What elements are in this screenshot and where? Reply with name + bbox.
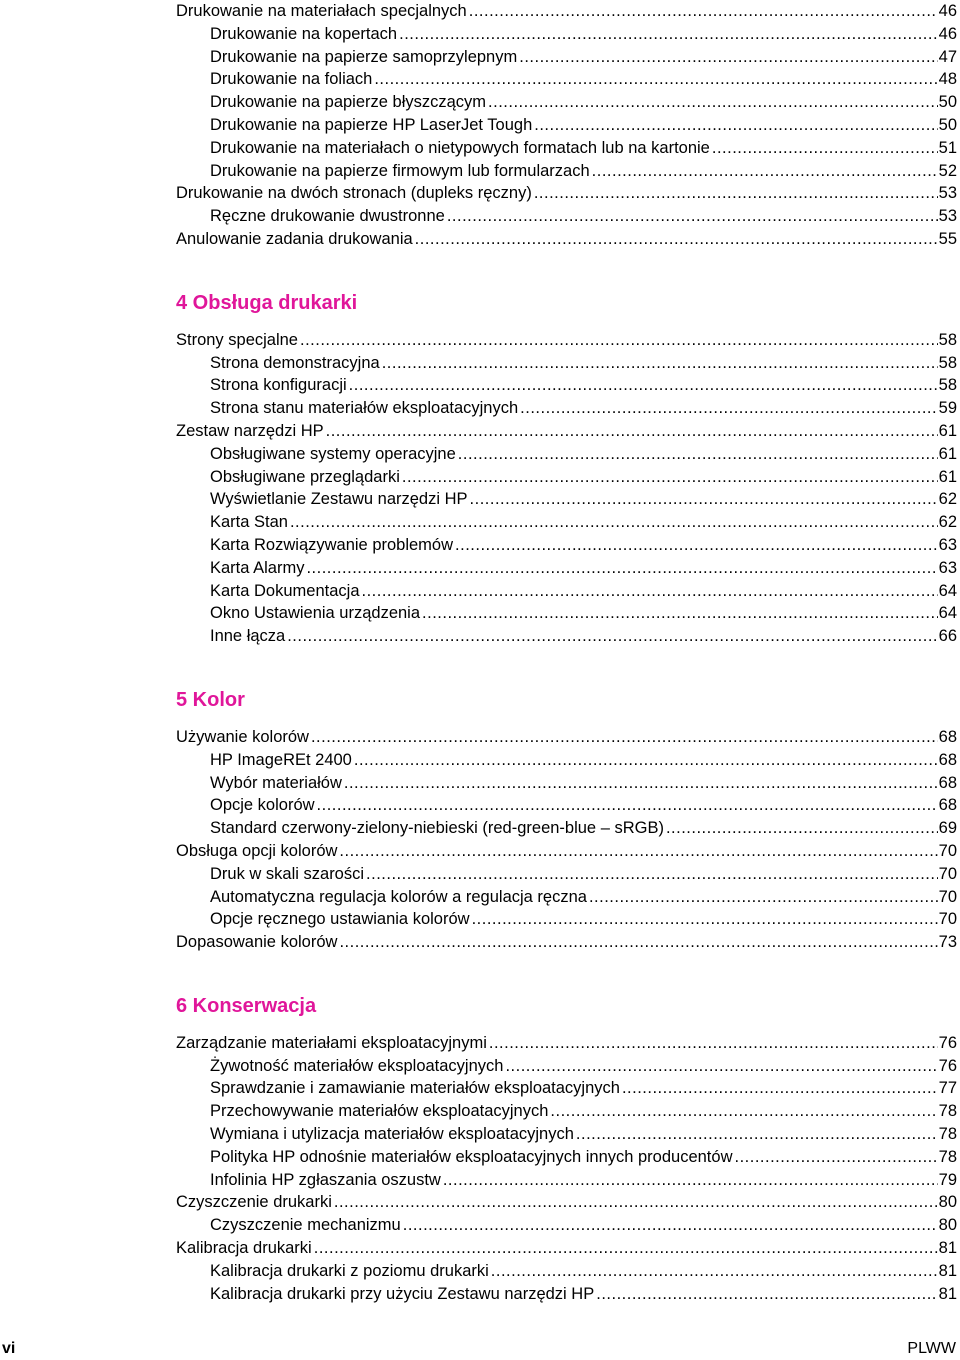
toc-entry[interactable] — [176, 329, 957, 352]
toc-entry-title: Wymiana i utylizacja materiałów eksploatacyjnych — [210, 1125, 574, 1144]
dot-leader — [666, 817, 938, 840]
toc-entry-title: Czyszczenie drukarki — [176, 1193, 332, 1212]
dot-leader — [534, 114, 937, 137]
toc-page-number: 78 — [938, 1147, 957, 1166]
dot-leader — [334, 1191, 938, 1214]
dot-leader — [734, 1146, 937, 1169]
toc-subentry[interactable] — [176, 817, 957, 840]
dot-leader — [287, 625, 937, 648]
toc-entry-title: Karta Stan — [210, 513, 288, 532]
toc-page-number: 50 — [938, 93, 957, 112]
toc-section — [176, 686, 957, 954]
toc-section — [176, 289, 957, 648]
dot-leader — [314, 1237, 938, 1260]
toc-page-number: 50 — [938, 115, 957, 134]
dot-leader — [366, 863, 938, 886]
dot-leader — [415, 228, 938, 251]
toc-page-number: 76 — [938, 1033, 957, 1052]
toc-entry-title: Drukowanie na papierze firmowym lub formularzach — [210, 161, 590, 180]
toc-entry-title: Drukowanie na materiałach o nietypowych formatach lub na kartonie — [210, 138, 710, 157]
toc-entry-title: Druk w skali szarości — [210, 864, 365, 883]
dot-leader — [622, 1077, 938, 1100]
toc-page-number: 77 — [938, 1079, 957, 1098]
toc-page-number: 81 — [938, 1284, 957, 1303]
footer-doc-code: PLWW — [907, 1340, 956, 1357]
dot-leader — [589, 886, 938, 909]
toc-entry[interactable] — [176, 1191, 957, 1214]
toc-page-number: 81 — [938, 1239, 957, 1258]
toc-entry-title: Czyszczenie mechanizmu — [210, 1216, 401, 1235]
toc-entry-title: Inne łącza — [210, 627, 286, 646]
toc-page-number: 47 — [938, 47, 957, 66]
dot-leader — [519, 46, 937, 69]
toc-entry-title: Wyświetlanie Zestawu narzędzi HP — [210, 490, 468, 509]
toc-page-number: 70 — [938, 841, 957, 860]
dot-leader — [317, 794, 938, 817]
toc-entry-title: Przechowywanie materiałów eksploatacyjnych — [210, 1102, 549, 1121]
dot-leader — [592, 160, 938, 183]
toc-page-number: 68 — [938, 750, 957, 769]
dot-leader — [455, 534, 938, 557]
toc-page-number: 63 — [938, 558, 957, 577]
toc-entry[interactable] — [176, 1032, 957, 1055]
dot-leader — [339, 931, 937, 954]
toc-entry-title: Drukowanie na papierze samoprzylepnym — [210, 47, 518, 66]
toc-page-number: 68 — [938, 796, 957, 815]
dot-leader — [290, 511, 938, 534]
toc-entry-title: Obsługiwane systemy operacyjne — [210, 444, 456, 463]
toc-entry-title: Zestaw narzędzi HP — [176, 421, 324, 440]
toc-subentry[interactable] — [176, 749, 957, 772]
toc-page-number: 69 — [938, 819, 957, 838]
toc-section — [176, 992, 957, 1306]
dot-leader — [534, 182, 938, 205]
toc-entry[interactable] — [176, 0, 957, 23]
toc-entry-title: Żywotność materiałów eksploatacyjnych — [210, 1056, 504, 1075]
toc-subentry[interactable] — [176, 397, 957, 420]
dot-leader — [326, 420, 938, 443]
toc-entry-title: Obsługa opcji kolorów — [176, 841, 338, 860]
toc-subentry[interactable] — [176, 772, 957, 795]
toc-entry[interactable] — [176, 420, 957, 443]
toc-page-number: 61 — [938, 421, 957, 440]
dot-leader — [311, 726, 938, 749]
toc-subentry[interactable] — [176, 511, 957, 534]
toc-subentry[interactable] — [176, 1123, 957, 1146]
dot-leader — [447, 205, 938, 228]
toc-subentry[interactable] — [176, 23, 957, 46]
toc-entry-title: Strona konfiguracji — [210, 376, 347, 395]
toc-entry-title: Strona demonstracyjna — [210, 353, 380, 372]
toc-entry-title: Kalibracja drukarki — [176, 1239, 312, 1258]
dot-leader — [491, 1260, 938, 1283]
toc-entry[interactable] — [176, 228, 957, 251]
toc-page-number: 68 — [938, 773, 957, 792]
dot-leader — [458, 443, 938, 466]
toc-subentry[interactable] — [176, 466, 957, 489]
toc-subentry[interactable] — [176, 137, 957, 160]
toc-entry-title: Obsługiwane przeglądarki — [210, 467, 400, 486]
dot-leader — [488, 91, 938, 114]
toc-page-number: 61 — [938, 467, 957, 486]
toc-section — [176, 0, 957, 251]
toc-subentry[interactable] — [176, 1260, 957, 1283]
toc-entry-title: Zarządzanie materiałami eksploatacyjnymi — [176, 1033, 487, 1052]
toc-subentry[interactable] — [176, 1146, 957, 1169]
toc-entry[interactable] — [176, 931, 957, 954]
toc-page-number: 58 — [938, 353, 957, 372]
toc-page-number: 46 — [938, 2, 957, 20]
dot-leader — [300, 329, 938, 352]
toc-page-number: 53 — [938, 184, 957, 203]
chapter-heading[interactable]: 4 Obsługa drukarki — [176, 291, 358, 314]
toc-page-number: 70 — [938, 910, 957, 929]
dot-leader — [349, 374, 938, 397]
toc-entry-title: Drukowanie na materiałach specjalnych — [176, 2, 467, 20]
toc-subentry[interactable] — [176, 91, 957, 114]
chapter-heading[interactable]: 5 Kolor — [176, 688, 245, 711]
toc-entry-title: Drukowanie na papierze HP LaserJet Tough — [210, 115, 533, 134]
toc-subentry[interactable] — [176, 352, 957, 375]
dot-leader — [712, 137, 938, 160]
toc-entry-title: Automatyczna regulacja kolorów a regulacja ręczna — [210, 887, 587, 906]
toc-page-number: 80 — [938, 1216, 957, 1235]
dot-leader — [550, 1100, 937, 1123]
dot-leader — [470, 488, 938, 511]
toc-page-number: 63 — [938, 535, 957, 554]
toc-page-number: 70 — [938, 887, 957, 906]
toc-entry[interactable] — [176, 1237, 957, 1260]
dot-leader — [306, 557, 937, 580]
toc-page-number: 53 — [938, 207, 957, 226]
toc-subentry[interactable] — [176, 68, 957, 91]
toc-subentry[interactable] — [176, 374, 957, 397]
toc-page-number: 66 — [938, 627, 957, 646]
dot-leader — [472, 908, 938, 931]
dot-leader — [354, 749, 938, 772]
toc-subentry[interactable] — [176, 1055, 957, 1078]
toc-page-number: 58 — [938, 330, 957, 349]
toc-subentry[interactable] — [176, 1077, 957, 1100]
toc-entry-title: Sprawdzanie i zamawianie materiałów eksploatacyjnych — [210, 1079, 620, 1098]
dot-leader — [469, 0, 938, 23]
toc-subentry[interactable] — [176, 557, 957, 580]
toc-entry-title: Używanie kolorów — [176, 727, 309, 746]
toc-entry-title: Drukowanie na dwóch stronach (dupleks ręczny) — [176, 184, 532, 203]
table-of-contents — [176, 0, 957, 1305]
toc-entry-title: Strony specjalne — [176, 330, 298, 349]
toc-page-number: 55 — [938, 229, 957, 248]
toc-subentry[interactable] — [176, 488, 957, 511]
dot-leader — [489, 1032, 938, 1055]
toc-entry-title: Wybór materiałów — [210, 773, 342, 792]
toc-subentry[interactable] — [176, 863, 957, 886]
toc-page-number: 81 — [938, 1261, 957, 1280]
dot-leader — [596, 1283, 937, 1306]
toc-entry-title: Kalibracja drukarki przy użyciu Zestawu narzędzi HP — [210, 1284, 595, 1303]
toc-entry-title: Opcje kolorów — [210, 796, 315, 815]
dot-leader — [403, 1214, 938, 1237]
toc-page-number: 59 — [938, 399, 957, 418]
dot-leader — [339, 840, 937, 863]
toc-subentry[interactable] — [176, 205, 957, 228]
toc-page-number: 62 — [938, 513, 957, 532]
toc-subentry[interactable] — [176, 625, 957, 648]
toc-page-number: 73 — [938, 933, 957, 952]
toc-page-number: 68 — [938, 727, 957, 746]
toc-subentry[interactable] — [176, 443, 957, 466]
toc-entry-title: Polityka HP odnośnie materiałów eksploatacyjnych innych producentów — [210, 1147, 733, 1166]
toc-entry-title: Opcje ręcznego ustawiania kolorów — [210, 910, 470, 929]
chapter-heading[interactable]: 6 Konserwacja — [176, 994, 317, 1017]
toc-page-number: 78 — [938, 1102, 957, 1121]
toc-subentry[interactable] — [176, 160, 957, 183]
toc-entry-title: Strona stanu materiałów eksploatacyjnych — [210, 399, 519, 418]
toc-subentry[interactable] — [176, 886, 957, 909]
toc-subentry[interactable] — [176, 908, 957, 931]
dot-leader — [505, 1055, 937, 1078]
toc-entry-title: Ręczne drukowanie dwustronne — [210, 207, 445, 226]
toc-entry[interactable] — [176, 726, 957, 749]
dot-leader — [520, 397, 937, 420]
toc-subentry[interactable] — [176, 46, 957, 69]
toc-subentry[interactable] — [176, 580, 957, 603]
toc-page-number: 46 — [938, 24, 957, 43]
toc-subentry[interactable] — [176, 1100, 957, 1123]
toc-page-number: 61 — [938, 444, 957, 463]
dot-leader — [374, 68, 937, 91]
dot-leader — [382, 352, 938, 375]
toc-page-number: 52 — [938, 161, 957, 180]
toc-entry[interactable] — [176, 840, 957, 863]
toc-entry-title: Karta Rozwiązywanie problemów — [210, 535, 454, 554]
toc-page-number: 48 — [938, 70, 957, 89]
toc-entry[interactable] — [176, 182, 957, 205]
toc-page-number: 64 — [938, 581, 957, 600]
dot-leader — [443, 1169, 938, 1192]
toc-entry-title: Drukowanie na papierze błyszczącym — [210, 93, 487, 112]
toc-entry-title: Standard czerwony-zielony-niebieski (red-green-blue – sRGB) — [210, 819, 664, 838]
dot-leader — [399, 23, 938, 46]
toc-entry-title: Karta Dokumentacja — [210, 581, 360, 600]
toc-entry-title: Infolinia HP zgłaszania oszustw — [210, 1170, 441, 1189]
toc-page-number: 80 — [938, 1193, 957, 1212]
dot-leader — [576, 1123, 938, 1146]
toc-subentry[interactable] — [176, 602, 957, 625]
toc-subentry[interactable] — [176, 1169, 957, 1192]
toc-entry-title: Karta Alarmy — [210, 558, 305, 577]
toc-page-number: 70 — [938, 864, 957, 883]
toc-subentry[interactable] — [176, 114, 957, 137]
toc-entry-title: Anulowanie zadania drukowania — [176, 229, 413, 248]
dot-leader — [362, 580, 938, 603]
toc-page-number: 78 — [938, 1125, 957, 1144]
toc-subentry[interactable] — [176, 794, 957, 817]
toc-entry-title: Drukowanie na kopertach — [210, 24, 398, 43]
toc-page-number: 58 — [938, 376, 957, 395]
toc-page-number: 64 — [938, 604, 957, 623]
toc-page-number: 51 — [938, 138, 957, 157]
dot-leader — [344, 772, 938, 795]
toc-subentry[interactable] — [176, 1283, 957, 1306]
dot-leader — [402, 466, 938, 489]
toc-entry-title: Drukowanie na foliach — [210, 70, 373, 89]
toc-page-number: 76 — [938, 1056, 957, 1075]
toc-page-number: 62 — [938, 490, 957, 509]
toc-entry-title: Okno Ustawienia urządzenia — [210, 604, 421, 623]
toc-entry-title: HP ImageREt 2400 — [210, 750, 352, 769]
toc-page-number: 79 — [938, 1170, 957, 1189]
toc-subentry[interactable] — [176, 534, 957, 557]
toc-entry-title: Kalibracja drukarki z poziomu drukarki — [210, 1261, 489, 1280]
toc-subentry[interactable] — [176, 1214, 957, 1237]
toc-entry-title: Dopasowanie kolorów — [176, 933, 338, 952]
footer-page-number: vi — [2, 1340, 16, 1357]
dot-leader — [422, 602, 938, 625]
